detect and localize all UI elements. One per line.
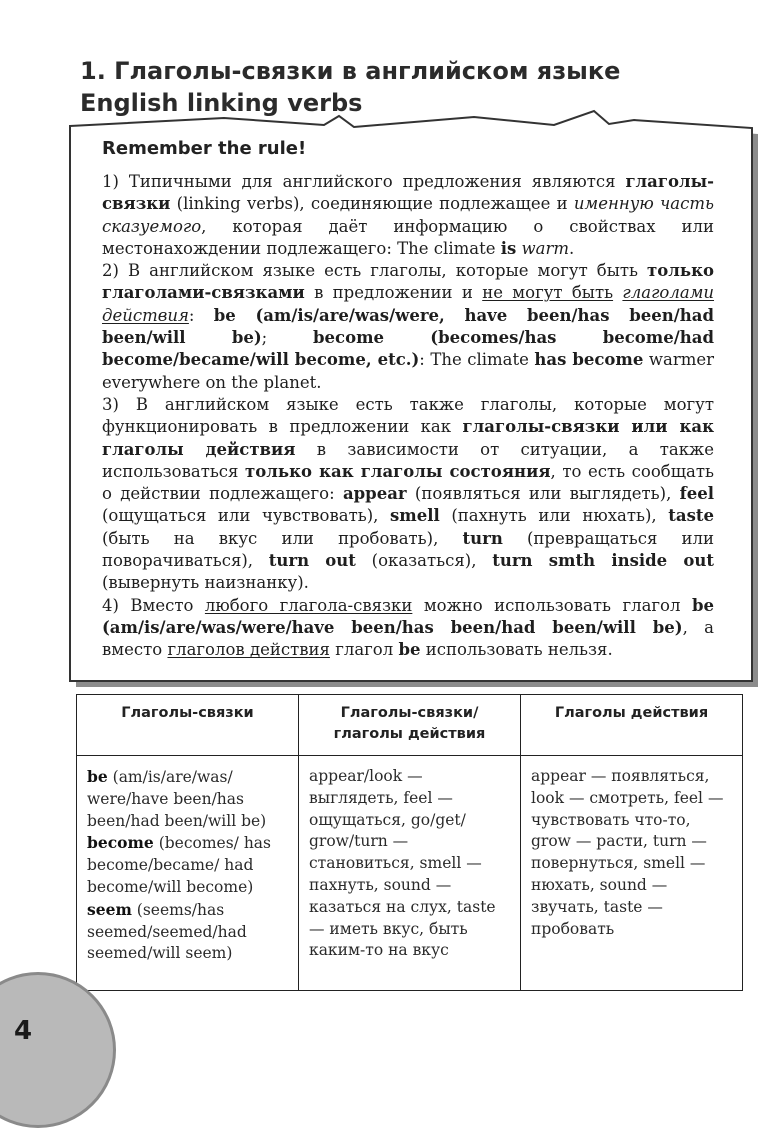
verbs-table [76,694,743,991]
header-linking-verbs: Глаголы-связки [77,695,299,756]
cell-action-verbs: appear — появляться, look — смотреть, feel — чувствовать что-то, grow — расти, turn — повернуться, smell — нюхать, sound — звучать, taste — пробовать [521,756,743,991]
page-number: 4 [14,1016,33,1046]
rule-paragraph-1: 1) Типичными для английского предложения являются глаголы-связки (linking verbs), соединяющие подлежащее и именную часть сказуемого, которая даёт информацию о свойствах или местонахождении подлежащего: The climate is warm. [102,172,715,258]
header-action-verbs: Глаголы действия [521,695,743,756]
table-row [77,756,743,991]
rule-paragraph-4: 4) Вместо любого глагола-связки можно использовать глагол be (am/is/are/was/were/have been/has been/had been/will be), а вместо глаголов действия глагол be использовать нельзя. [102,595,715,660]
rule-paragraph-3: 3) В английском языке есть также глаголы, которые могут функционировать в предложении как глаголы-связки или как глаголы действия в зависимости от ситуации, а также использоваться только как глаголы состояния, то есть сообщать о действии подлежащего: appear (появляться или выглядеть), feel (ощущаться или чувствовать), smell (пахнуть или нюхать), taste (быть на вкус или пробовать), turn (превращаться или поворачиваться), turn out (оказаться), turn smth inside out (вывернуть наизнанку). [102,394,715,593]
cell-linking-action-verbs: appear/look — выглядеть, feel — ощущаться, go/get/ grow/turn — становиться, smell — пахнуть, sound — казаться на слух, taste — иметь вкус, быть каким-то на вкус [299,756,521,991]
table-header-row [77,695,743,756]
rule-paragraph-2: 2) В английском языке есть глаголы, которые могут быть только глаголами-связками в предложении и не могут быть глаголами действия: be (am/is/are/was/were, have been/has been/had been/will be); become (becomes/has become/had become/became/will become, etc.): The climate has become warmer everywhere on the planet. [102,261,715,392]
heading-russian: 1. Глаголы-связки в английском языке [80,57,621,85]
cell-linking-verbs: be (am/is/are/was/ were/have been/has been/had been/will be) become (becomes/ has become/became/ had become/will become) seem (seems/has seemed/seemed/had seemed/will seem) [77,756,299,991]
page-number-badge [0,972,116,1128]
rule-title: Remember the rule! [102,138,307,159]
header-linking-action-verbs: Глаголы-связки/ глаголы действия [299,695,521,756]
heading-english: English linking verbs [80,89,363,117]
rule-text [102,171,714,662]
